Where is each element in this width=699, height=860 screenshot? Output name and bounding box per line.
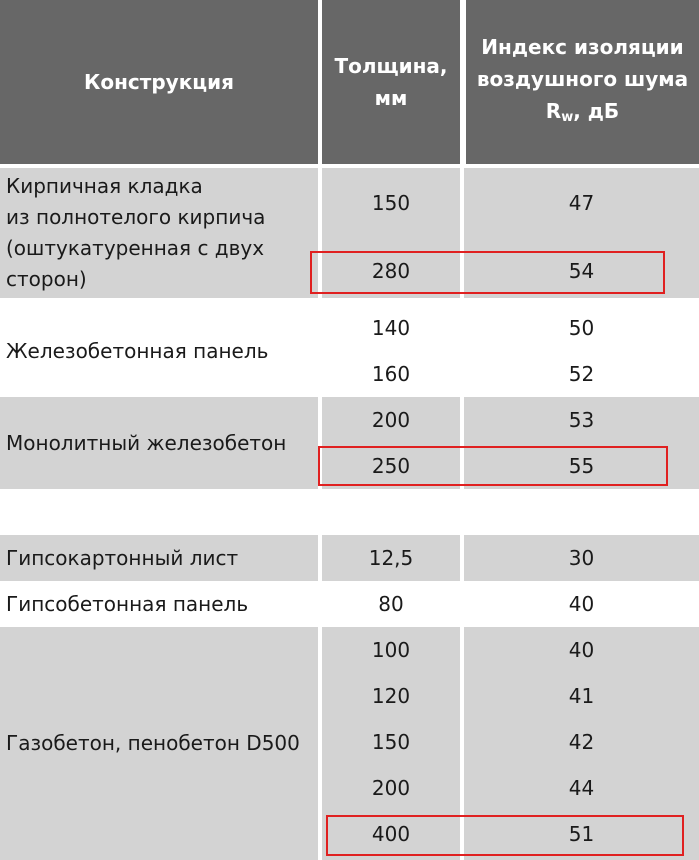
- label-line: Кирпичная кладка: [6, 174, 203, 198]
- thickness-value: 280: [371, 259, 411, 283]
- label-line: Железобетонная панель: [6, 338, 269, 363]
- header-index-sub: w: [561, 109, 574, 125]
- header-index-line3: [546, 95, 619, 134]
- highlight-box: [318, 446, 668, 486]
- index-value: 55: [568, 454, 595, 478]
- row-label-aerated-concrete: [0, 627, 318, 860]
- thickness-value: 120: [371, 684, 411, 708]
- header-index-unit: , дБ: [573, 98, 620, 123]
- highlight-box: [310, 251, 665, 294]
- label-line: Гипсокартонный лист: [6, 545, 239, 570]
- index-value: 40: [568, 592, 595, 616]
- header-index-r: R: [545, 98, 562, 123]
- thickness-value: 200: [371, 776, 411, 800]
- row-label-rc-panel: [0, 305, 318, 397]
- header-index: [466, 0, 699, 164]
- thickness-value: 100: [371, 638, 411, 662]
- index-value: 30: [568, 546, 595, 570]
- label-line: (оштукатуренная с двух: [6, 236, 265, 260]
- label-line: Монолитный железобетон: [6, 430, 287, 455]
- label-line: из полнотелого кирпича: [6, 205, 266, 229]
- header-thickness: [322, 0, 460, 164]
- label-line: Гипсобетонная панель: [6, 591, 249, 616]
- thickness-value: 12,5: [368, 546, 414, 570]
- thickness-value: 200: [371, 408, 411, 432]
- index-value: 47: [568, 191, 595, 215]
- thickness-value: 140: [371, 316, 411, 340]
- thickness-value: 80: [378, 592, 404, 616]
- header-construction-label: Конструкция: [84, 70, 234, 94]
- header-thickness-line1: Толщина,: [334, 54, 448, 78]
- label-line: сторон): [6, 267, 87, 291]
- header-thickness-line2: мм: [374, 86, 408, 110]
- thickness-value: 150: [371, 730, 411, 754]
- index-value: 42: [568, 730, 595, 754]
- row-label-gypsum-board: [0, 535, 318, 581]
- thickness-value: 400: [371, 822, 411, 846]
- index-value: 52: [568, 362, 595, 386]
- index-value: 40: [568, 638, 595, 662]
- row-label-monolithic: [0, 397, 318, 489]
- header-construction: [0, 0, 318, 164]
- thickness-value: 250: [371, 454, 411, 478]
- index-value: 51: [568, 822, 595, 846]
- label-line: Газобетон, пенобетон D500: [6, 731, 300, 755]
- index-value: 50: [568, 316, 595, 340]
- index-value: 41: [568, 684, 595, 708]
- row-label-gypsum-panel: [0, 581, 318, 627]
- header-index-line2: воздушного шума: [476, 66, 689, 91]
- thickness-value: 160: [371, 362, 411, 386]
- index-value: 53: [568, 408, 595, 432]
- row-label-brick: [0, 168, 318, 298]
- index-value: 54: [568, 259, 595, 283]
- header-index-line1: Индекс изоляции: [481, 34, 684, 59]
- highlight-box: [326, 815, 684, 856]
- thickness-value: 150: [371, 191, 411, 215]
- index-value: 44: [568, 776, 595, 800]
